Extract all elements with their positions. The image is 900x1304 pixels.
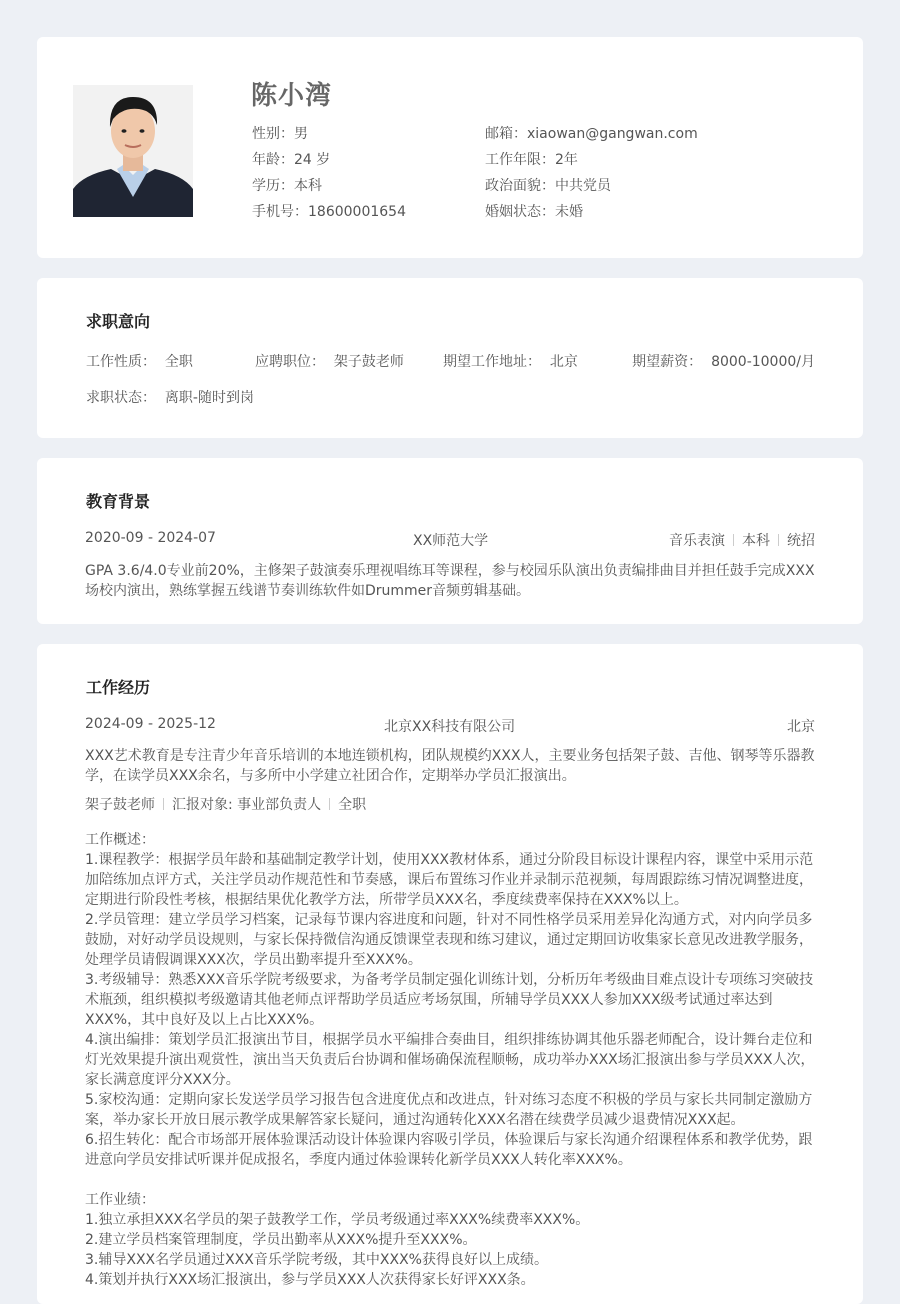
degree: 本科	[742, 533, 770, 549]
report-to: 汇报对象: 事业部负责人	[172, 797, 322, 813]
summary-item: 4.演出编排：策划学员汇报演出节目，根据学员水平编排合奏曲目，组织排练协调其他乐器老师配合，设计舞台走位和灯光效果提升演出观赏性，演出当天负责后台协调和催场确保流程顺畅，成功举办XXX场汇报演出参与学员XXX人次，家长满意度评分XXX分。	[85, 1032, 815, 1088]
achievement-title: 工作业绩：	[85, 1192, 155, 1208]
summary-item: 2.学员管理：建立学员学习档案，记录每节课内容进度和问题，针对不同性格学员采用差异化沟通方式，对内向学员多鼓励，对好动学员设规则，与家长保持微信沟通反馈课堂表现和练习建议，通过定期回访收集家长意见改进教学服务，处理学员请假调课XXX次，学员出勤率提升至XXX%。	[85, 912, 813, 968]
summary-item: 3.考级辅导：熟悉XXX音乐学院考级要求，为备考学员制定强化训练计划，分析历年考级曲目难点设计专项练习突破技术瓶颈，组织模拟考级邀请其他老师点评帮助学员适应考场氛围，所辅导学员XXX人参加XXX级考试通过率达到XXX%，其中良好及以上占比XXX%。	[85, 972, 814, 1028]
company-description: XXX艺术教育是专注青少年音乐培训的本地连锁机构，团队规模约XXX人，主要业务包括架子鼓、吉他、钢琴等乐器教学，在读学员XXX余名，与多所中小学建立社团合作，定期举办学员汇报演出。	[85, 748, 815, 784]
company-name: 北京XX科技有限公司	[384, 719, 516, 735]
summary-item: 6.招生转化：配合市场部开展体验课活动设计体验课内容吸引学员，体验课后与家长沟通介绍课程体系和教学优势，跟进意向学员安排试听课并促成报名，季度内通过体验课转化新学员XXX人转化率XXX%。	[85, 1132, 813, 1168]
education-description: GPA 3.6/4.0专业前20%，主修架子鼓演奏乐理视唱练耳等课程，参与校园乐队演出负责编排曲目并担任鼓手完成XXX场校内演出，熟练掌握五线谱节奏训练软件如Drummer音频剪辑基础。	[85, 563, 815, 599]
achievement-item: 1.独立承担XXX名学员的架子鼓教学工作，学员考级通过率XXX%续费率XXX%。	[85, 1212, 590, 1228]
job-type: 全职	[338, 797, 367, 813]
job-intent-card	[37, 278, 863, 438]
education-card	[37, 458, 863, 624]
work-experience-card	[37, 644, 863, 1304]
section-title-education: 教育背景	[86, 492, 151, 511]
email-field: 邮箱：xiaowan@gangwan.com	[485, 126, 698, 142]
profile-card	[37, 37, 863, 258]
summary-item: 5.家校沟通：定期向家长发送学员学习报告包含进度优点和改进点，针对练习态度不积极的学员与家长共同制定激励方案，举办家长开放日展示教学成果解答家长疑问，通过沟通转化XXX名潜在续费学员减少退费情况XXX起。	[85, 1092, 813, 1128]
school-name: XX师范大学	[413, 533, 489, 549]
section-title-work: 工作经历	[86, 678, 151, 697]
education-tags	[669, 530, 815, 550]
role: 架子鼓老师	[85, 797, 155, 813]
summary-item: 1.课程教学：根据学员年龄和基础制定教学计划，使用XXX教材体系，通过分阶段目标设计课程内容，课堂中采用示范加陪练加点评方式，关注学员动作规范性和节奏感，课后布置练习作业并录制示范视频，每周跟踪练习情况调整进度，定期进行阶段性考核，根据结果优化教学方法，所带学员XXX名，季度续费率保持在XXX%以上。	[85, 852, 814, 908]
marital-status-field: 婚姻状态：未婚	[485, 204, 583, 220]
age-field: 年龄：24 岁	[252, 152, 331, 168]
political-status-field: 政治面貌：中共党员	[485, 178, 611, 194]
section-title-intent: 求职意向	[86, 312, 151, 331]
work-period: 2024-09 - 2025-12	[85, 716, 216, 732]
work-city: 北京	[787, 719, 815, 735]
divider	[329, 798, 330, 810]
summary-title: 工作概述：	[85, 832, 155, 848]
enrollment-type: 统招	[787, 533, 815, 549]
job-nature-field: 工作性质： 全职	[86, 354, 193, 370]
education-period: 2020-09 - 2024-07	[85, 530, 216, 546]
major: 音乐表演	[669, 533, 725, 549]
work-years-field: 工作年限：2年	[485, 152, 578, 168]
phone-field: 手机号：18600001654	[252, 204, 406, 220]
candidate-name: 陈小湾	[251, 81, 333, 111]
divider	[733, 534, 734, 546]
salary-field: 期望薪资： 8000-10000/月	[632, 354, 815, 370]
achievement-item: 2.建立学员档案管理制度，学员出勤率从XXX%提升至XXX%。	[85, 1232, 477, 1248]
achievement-item: 4.策划并执行XXX场汇报演出，参与学员XXX人次获得家长好评XXX条。	[85, 1272, 535, 1288]
education-level-field: 学历：本科	[252, 178, 322, 194]
position-field: 应聘职位： 架子鼓老师	[255, 354, 404, 370]
achievement-item: 3.辅导XXX名学员通过XXX音乐学院考级，其中XXX%获得良好以上成绩。	[85, 1252, 548, 1268]
spacer	[85, 1170, 815, 1190]
job-status-field: 求职状态： 离职-随时到岗	[86, 390, 254, 406]
work-summary	[85, 830, 815, 1290]
work-tags	[85, 794, 366, 814]
gender-field: 性别：男	[252, 126, 308, 142]
divider	[778, 534, 779, 546]
work-location-field: 期望工作地址： 北京	[443, 354, 578, 370]
avatar	[73, 85, 193, 217]
divider	[163, 798, 164, 810]
